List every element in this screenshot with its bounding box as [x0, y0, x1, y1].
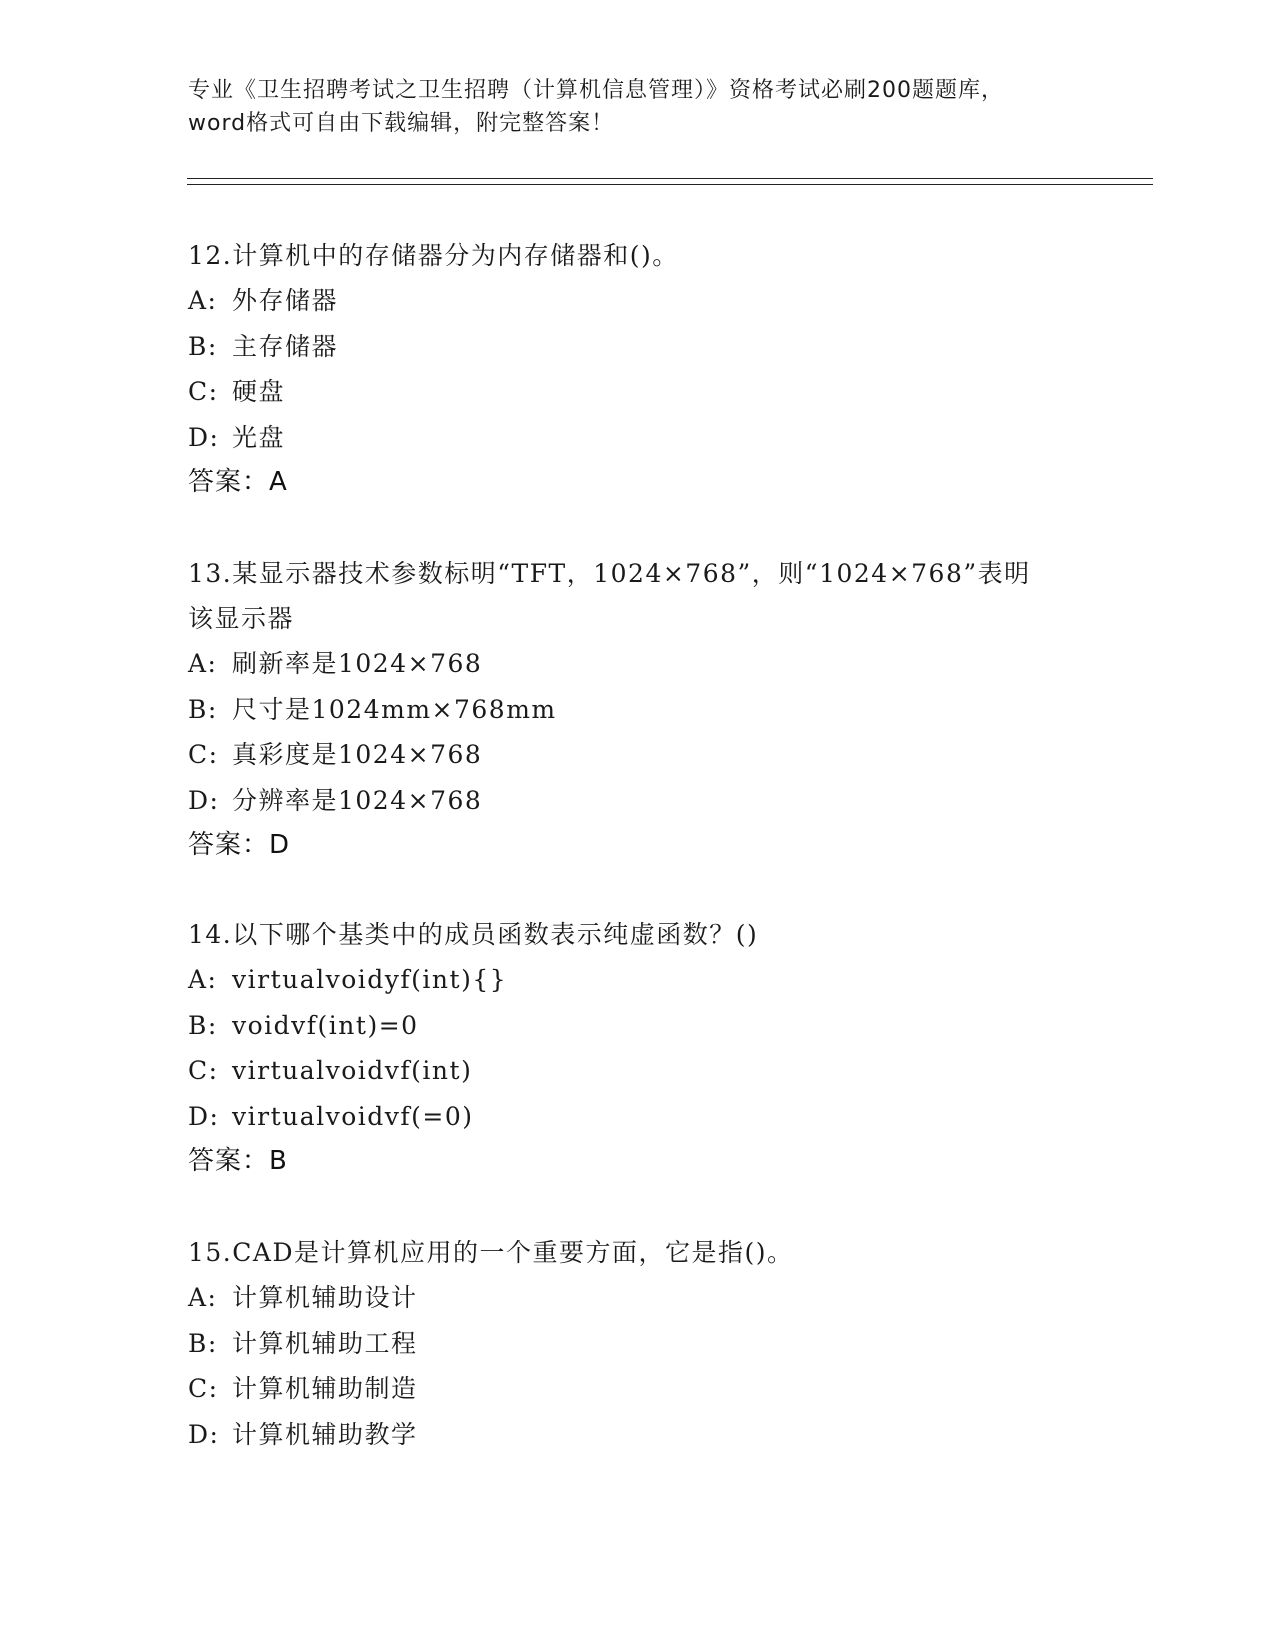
option-text: 尺寸是1024mm×768mm [232, 694, 557, 724]
question-15 [188, 1230, 1088, 1457]
answer-label: 答案：A [188, 467, 288, 497]
question-text: 14.以下哪个基类中的成员函数表示纯虚函数？() [188, 920, 759, 949]
option-letter: A: [188, 286, 218, 315]
option-text: 真彩度是1024×768 [232, 740, 483, 769]
option-letter: C: [188, 740, 219, 769]
option-letter: B: [188, 1010, 218, 1040]
option-d [188, 1412, 1088, 1458]
question-text: 13.某显示器技术参数标明“TFT，1024×768”，则“1024×768”表明该显示器 [188, 559, 1031, 633]
option-c [188, 1366, 1088, 1412]
question-text: 15.CAD是计算机应用的一个重要方面，它是指()。 [188, 1238, 794, 1267]
option-letter: D: [188, 422, 220, 452]
option-a [188, 957, 1088, 1003]
option-a [188, 1275, 1088, 1321]
option-letter: C: [188, 1374, 219, 1403]
answer-label: 答案：D [188, 830, 291, 860]
option-c [188, 732, 1088, 778]
question-12 [188, 233, 1088, 505]
option-d [188, 415, 1088, 461]
header-divider [187, 178, 1153, 185]
option-letter: C: [188, 377, 219, 406]
option-text: 刷新率是1024×768 [232, 649, 483, 678]
option-text: 计算机辅助制造 [232, 1374, 418, 1403]
header-line-2: word格式可自由下载编辑，附完整答案！ [188, 111, 615, 136]
option-letter: C: [188, 1056, 219, 1085]
option-text: 分辨率是1024×768 [232, 785, 483, 815]
option-text: 计算机辅助工程 [232, 1328, 418, 1358]
option-b [188, 1003, 1088, 1049]
question-14 [188, 912, 1088, 1184]
option-b [188, 687, 1088, 733]
option-letter: D: [188, 1101, 220, 1131]
option-d [188, 1094, 1088, 1140]
option-c [188, 369, 1088, 415]
option-text: 光盘 [232, 422, 286, 452]
option-c [188, 1048, 1088, 1094]
option-text: 主存储器 [232, 331, 339, 361]
document-header [188, 74, 1088, 140]
option-text: voidvf(int)=0 [232, 1010, 419, 1040]
option-d [188, 778, 1088, 824]
option-text: virtualvoidvf(=0) [232, 1101, 474, 1131]
option-text: virtualvoidvf(int) [232, 1056, 473, 1085]
option-text: 外存储器 [232, 286, 339, 315]
question-text: 12.计算机中的存储器分为内存储器和()。 [188, 241, 679, 270]
option-b [188, 1321, 1088, 1367]
question-13 [188, 551, 1088, 868]
option-a [188, 278, 1088, 324]
option-letter: A: [188, 965, 218, 994]
option-text: 硬盘 [232, 377, 286, 406]
option-text: 计算机辅助教学 [232, 1419, 418, 1449]
option-text: virtualvoidyf(int){} [232, 965, 508, 994]
option-letter: A: [188, 1283, 218, 1312]
option-b [188, 324, 1088, 370]
option-letter: A: [188, 649, 218, 678]
option-letter: D: [188, 1419, 220, 1449]
option-a [188, 641, 1088, 687]
option-letter: B: [188, 331, 218, 361]
answer-label: 答案：B [188, 1146, 288, 1176]
option-text: 计算机辅助设计 [232, 1283, 418, 1312]
option-letter: B: [188, 1328, 218, 1358]
option-letter: D: [188, 785, 220, 815]
header-line-1: 专业《卫生招聘考试之卫生招聘（计算机信息管理）》资格考试必刷200题题库， [188, 78, 1004, 103]
option-letter: B: [188, 694, 218, 724]
